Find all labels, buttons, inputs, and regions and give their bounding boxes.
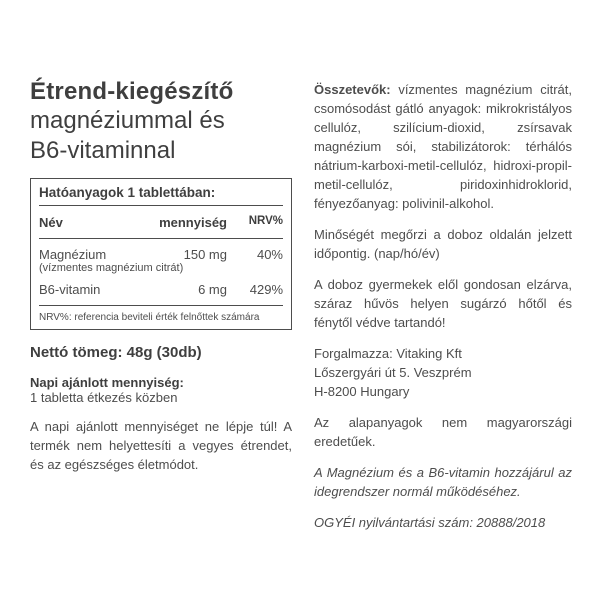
product-subtitle-line-1: magnéziummal és <box>30 107 225 134</box>
dosage-text: 1 tabletta étkezés közben <box>30 390 178 405</box>
row-name: B6-vitamin <box>39 282 101 297</box>
product-title: Étrend-kiegészítő <box>30 78 234 105</box>
dosage-label: Napi ajánlott mennyiség: <box>30 375 184 390</box>
origin-text: Az alapanyagok nem magyarországi eredetűek. <box>314 415 572 449</box>
best-before-text: Minőségét megőrzi a doboz oldalán jelzett időpontig. (nap/hó/év) <box>314 227 572 261</box>
ingredients-paragraph <box>314 80 572 213</box>
warning-text: A napi ajánlott mennyiséget ne lépje túl! A termék nem helyettesíti a vegyes étrendet, és az egészséges életmódot. <box>30 419 292 472</box>
row-nrv: 429% <box>249 282 283 297</box>
row-note: (vízmentes magnézium citrát) <box>39 262 184 274</box>
storage-text: A doboz gyermekek elől gondosan elzárva, száraz hűvös helyen sugárzó hőtől és fénytől védve tartandó! <box>314 277 572 330</box>
health-claim-text: A Magnézium és a B6-vitamin hozzájárul az idegrendszer normál működéséhez. <box>314 465 572 499</box>
table-footnote: NRV%: referencia beviteli érték felnőttek számára <box>39 312 260 323</box>
net-weight: Nettó tömeg: 48g (30db) <box>30 344 202 361</box>
row-amount: 150 mg <box>183 247 227 262</box>
registration-text: OGYÉI nyilvántartási szám: 20888/2018 <box>314 515 546 530</box>
header-name: Név <box>39 215 63 230</box>
product-subtitle-line-2: B6-vitaminnal <box>30 137 176 164</box>
row-amount: 6 mg <box>198 282 227 297</box>
left-column <box>30 78 292 474</box>
table-row <box>39 239 283 262</box>
table-title: Hatóanyagok 1 tablettában: <box>39 185 283 206</box>
ingredients-text: vízmentes magnézium citrát, csomósodást gátló anyagok: mikrokristályos cellulóz, szilícium-dioxid, zsírsavak magnézium sói, stabilizátorok: térhálós nátrium-karboxi-metil-cellulóz, hidroxi-propil-metil-cellulóz, piridoxinhidroklorid, fényezőanyag: polivinil-alkohol. <box>314 82 572 211</box>
row-name: Magnézium <box>39 247 107 262</box>
active-ingredients-table <box>30 178 292 330</box>
distributor-line: H-8200 Hungary <box>314 384 410 399</box>
distributor-line: Lőszergyári út 5. Veszprém <box>314 365 472 380</box>
right-column <box>314 80 572 544</box>
ingredients-label: Összetevők: <box>314 82 391 97</box>
distributor-line: Forgalmazza: Vitaking Kft <box>314 346 462 361</box>
header-nrv: NRV% <box>248 215 283 227</box>
header-amount: mennyiség <box>159 215 227 230</box>
table-row <box>39 274 283 306</box>
table-header <box>39 206 283 239</box>
row-nrv: 40% <box>256 247 283 262</box>
distributor-block <box>314 344 572 401</box>
